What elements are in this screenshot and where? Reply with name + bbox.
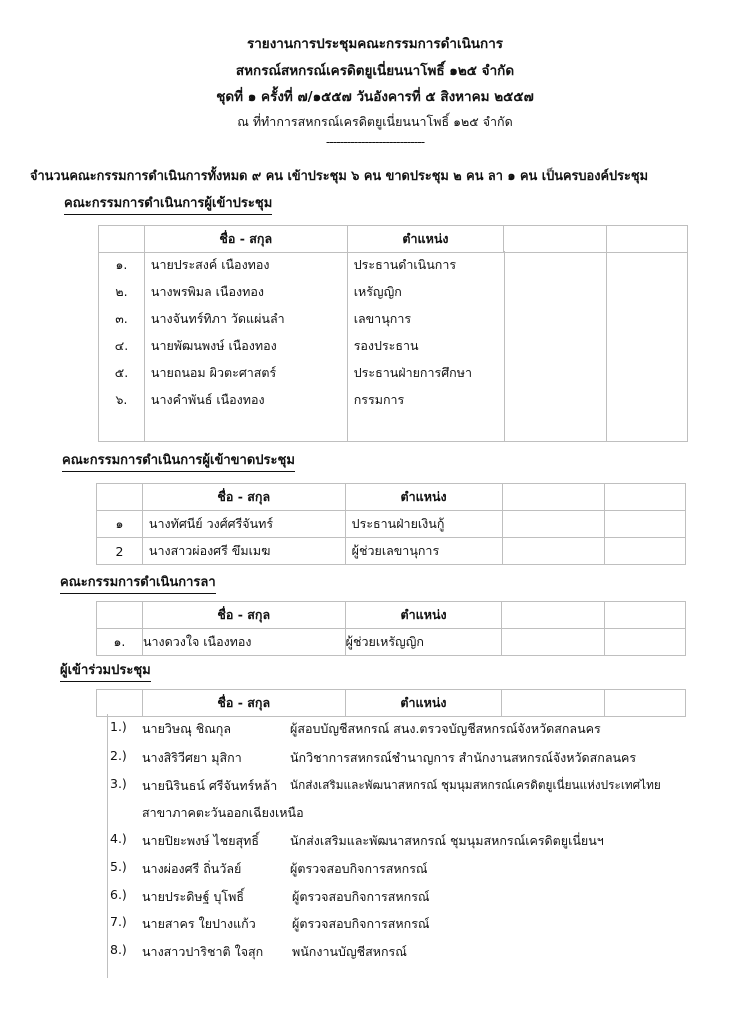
header-blank bbox=[502, 484, 605, 511]
empty-cell bbox=[607, 278, 688, 305]
header-position: ตำแหน่ง bbox=[345, 602, 502, 629]
empty-cell bbox=[504, 359, 607, 386]
attendance-summary: จำนวนคณะกรรมการดำเนินการทั้งหมด ๙ คน เข้าประชุม ๖ คน ขาดประชุม ๒ คน ลา ๑ คน เป็นครบองค์ประชุม bbox=[30, 169, 649, 184]
table-row bbox=[99, 413, 688, 442]
table-row bbox=[99, 251, 688, 278]
empty-cell bbox=[605, 538, 686, 565]
header-blank bbox=[504, 226, 607, 253]
header-name: ชื่อ - สกุล bbox=[144, 226, 347, 253]
present-table bbox=[98, 225, 688, 253]
leave-table bbox=[96, 601, 686, 656]
participant-name: นางสาวปาริชาติ ใจสุก bbox=[142, 944, 264, 959]
participant-name: นางผ่องศรี ถิ่นวัลย์ bbox=[142, 861, 242, 876]
row-position: เหรัญญิก bbox=[347, 278, 504, 305]
header-no bbox=[97, 690, 143, 717]
row-no: ๓. bbox=[99, 305, 145, 332]
participant-no: 8.) bbox=[110, 942, 127, 957]
empty-cell bbox=[605, 511, 686, 538]
empty-cell bbox=[144, 413, 347, 442]
empty-cell bbox=[607, 251, 688, 278]
row-position: กรรมการ bbox=[347, 386, 504, 413]
empty-cell bbox=[504, 251, 607, 278]
participant-name: นายวิษณุ ชิณกุล bbox=[142, 721, 232, 736]
row-position: ประธานฝ่ายการศึกษา bbox=[347, 359, 504, 386]
participant-name: นายปิยะพงษ์ ไชยสุทธิ์ bbox=[142, 833, 260, 848]
empty-cell bbox=[347, 413, 504, 442]
table-row bbox=[99, 359, 688, 386]
cooperative-name: สหกรณ์สหกรณ์เครดิตยูเนี่ยนนาโพธิ์ ๑๒๕ จำกัด bbox=[235, 63, 515, 79]
row-no: ๒. bbox=[99, 278, 145, 305]
empty-cell bbox=[504, 278, 607, 305]
empty-cell bbox=[607, 305, 688, 332]
empty-cell bbox=[607, 359, 688, 386]
row-no: ๖. bbox=[99, 386, 145, 413]
participant-no: 4.) bbox=[110, 831, 127, 846]
row-no: ๑. bbox=[97, 629, 143, 656]
header-position: ตำแหน่ง bbox=[347, 226, 504, 253]
header-no bbox=[97, 484, 143, 511]
header-blank bbox=[605, 602, 686, 629]
participant-position: นักวิชาการสหกรณ์ชำนาญการ สำนักงานสหกรณ์จังหวัดสกลนคร bbox=[290, 750, 637, 765]
left-margin-line bbox=[107, 714, 108, 978]
absent-table bbox=[96, 483, 686, 565]
participant-position: นักส่งเสริมและพัฒนาสหกรณ์ ชุมนุมสหกรณ์เครดิตยูเนี่ยนฯ bbox=[290, 833, 604, 848]
header-blank bbox=[605, 484, 686, 511]
row-no: 2 bbox=[97, 538, 143, 565]
participant-position: นักส่งเสริมและพัฒนาสหกรณ์ ชุมนุมสหกรณ์เครดิตยูเนี่ยนแห่งประเทศไทย bbox=[290, 778, 661, 792]
table-row bbox=[99, 278, 688, 305]
table-header-row bbox=[97, 602, 686, 629]
row-position: ประธานดำเนินการ bbox=[347, 251, 504, 278]
table-header-row bbox=[97, 484, 686, 511]
row-position: ผู้ช่วยเลขานุการ bbox=[345, 538, 502, 565]
header-divider: ---------------------------- bbox=[325, 134, 425, 149]
table-header-row bbox=[99, 226, 688, 253]
header-name: ชื่อ - สกุล bbox=[142, 484, 345, 511]
empty-cell bbox=[502, 538, 605, 565]
report-title: รายงานการประชุมคณะกรรมการดำเนินการ bbox=[246, 36, 504, 52]
header-blank bbox=[502, 602, 605, 629]
participant-name: นายประดิษฐ์ บุโพธิ์ bbox=[142, 889, 244, 904]
header-name: ชื่อ - สกุล bbox=[142, 690, 345, 717]
header-no bbox=[97, 602, 143, 629]
row-name: นายถนอม ผิวตะศาสตร์ bbox=[144, 359, 347, 386]
table-row bbox=[99, 386, 688, 413]
participant-no: 3.) bbox=[110, 776, 127, 791]
empty-cell bbox=[607, 386, 688, 413]
participant-no: 7.) bbox=[110, 914, 127, 929]
row-position: ผู้ช่วยเหรัญญิก bbox=[345, 629, 502, 656]
empty-cell bbox=[504, 332, 607, 359]
participant-position: ผู้สอบบัญชีสหกรณ์ สนง.ตรวจบัญชีสหกรณ์จังหวัดสกลนคร bbox=[290, 721, 601, 736]
row-position: รองประธาน bbox=[347, 332, 504, 359]
header-blank bbox=[502, 690, 605, 717]
table-row bbox=[97, 629, 686, 656]
header-name: ชื่อ - สกุล bbox=[142, 602, 345, 629]
participant-position: ผู้ตรวจสอบกิจการสหกรณ์ bbox=[292, 889, 430, 904]
header-position: ตำแหน่ง bbox=[345, 484, 502, 511]
empty-cell bbox=[607, 413, 688, 442]
row-name: นางทัศนีย์ วงศ์ศรีจันทร์ bbox=[142, 511, 345, 538]
row-position: ประธานฝ่ายเงินกู้ bbox=[345, 511, 502, 538]
empty-cell bbox=[502, 511, 605, 538]
participant-name: นายสาคร ใยปางแก้ว bbox=[142, 916, 256, 931]
present-table-body bbox=[98, 251, 688, 442]
empty-cell bbox=[607, 332, 688, 359]
header-blank bbox=[607, 226, 688, 253]
participant-name: นางสิริวีศยา มุสิกา bbox=[142, 750, 242, 765]
empty-cell bbox=[504, 386, 607, 413]
row-no: ๕. bbox=[99, 359, 145, 386]
table-header-row bbox=[97, 690, 686, 717]
empty-cell bbox=[605, 629, 686, 656]
participant-no: 6.) bbox=[110, 887, 127, 902]
meeting-date: ชุดที่ ๑ ครั้งที่ ๗/๑๕๕๗ วันอังคารที่ ๕ สิงหาคม ๒๕๕๗ bbox=[216, 89, 534, 105]
table-row bbox=[99, 332, 688, 359]
empty-cell bbox=[99, 413, 145, 442]
present-section-title: คณะกรรมการดำเนินการผู้เข้าประชุม bbox=[64, 192, 272, 215]
leave-section-title: คณะกรรมการดำเนินการลา bbox=[60, 571, 216, 594]
empty-cell bbox=[504, 305, 607, 332]
row-no: ๑ bbox=[97, 511, 143, 538]
table-row bbox=[99, 305, 688, 332]
empty-cell bbox=[504, 413, 607, 442]
participant-position: ผู้ตรวจสอบกิจการสหกรณ์ bbox=[292, 916, 430, 931]
header-position: ตำแหน่ง bbox=[345, 690, 502, 717]
row-position: เลขานุการ bbox=[347, 305, 504, 332]
row-name: นางพรพิมล เนืองทอง bbox=[144, 278, 347, 305]
row-name: นางจันทร์ทิภา วัดแผ่นลำ bbox=[144, 305, 347, 332]
participant-position: พนักงานบัญชีสหกรณ์ bbox=[292, 944, 407, 959]
row-name: นางดวงใจ เนืองทอง bbox=[142, 629, 345, 656]
row-no: ๔. bbox=[99, 332, 145, 359]
participant-position: ผู้ตรวจสอบกิจการสหกรณ์ bbox=[290, 861, 428, 876]
table-row bbox=[97, 511, 686, 538]
absent-section-title: คณะกรรมการดำเนินการผู้เข้าขาดประชุม bbox=[62, 449, 295, 472]
header-blank bbox=[605, 690, 686, 717]
participant-position-cont: สาขาภาคตะวันออกเฉียงเหนือ bbox=[142, 805, 304, 820]
row-name: นายประสงค์ เนืองทอง bbox=[144, 251, 347, 278]
row-name: นายพัฒนพงษ์ เนืองทอง bbox=[144, 332, 347, 359]
participant-name: นายนิรินธน์ ศรีจันทร์หล้า bbox=[142, 778, 278, 793]
row-name: นางสาวผ่องศรี ขึมเมฆ bbox=[142, 538, 345, 565]
row-name: นางคำพันธ์ เนืองทอง bbox=[144, 386, 347, 413]
meeting-venue: ณ ที่ทำการสหกรณ์เครดิตยูเนี่ยนนาโพธิ์ ๑๒๕ จำกัด bbox=[237, 114, 513, 129]
header-no bbox=[99, 226, 145, 253]
participants-section-title: ผู้เข้าร่วมประชุม bbox=[60, 659, 151, 682]
participant-no: 2.) bbox=[110, 748, 127, 763]
participants-header-table bbox=[96, 689, 686, 717]
empty-cell bbox=[502, 629, 605, 656]
participant-no: 1.) bbox=[110, 719, 127, 734]
participant-no: 5.) bbox=[110, 859, 127, 874]
table-row bbox=[97, 538, 686, 565]
row-no: ๑. bbox=[99, 251, 145, 278]
